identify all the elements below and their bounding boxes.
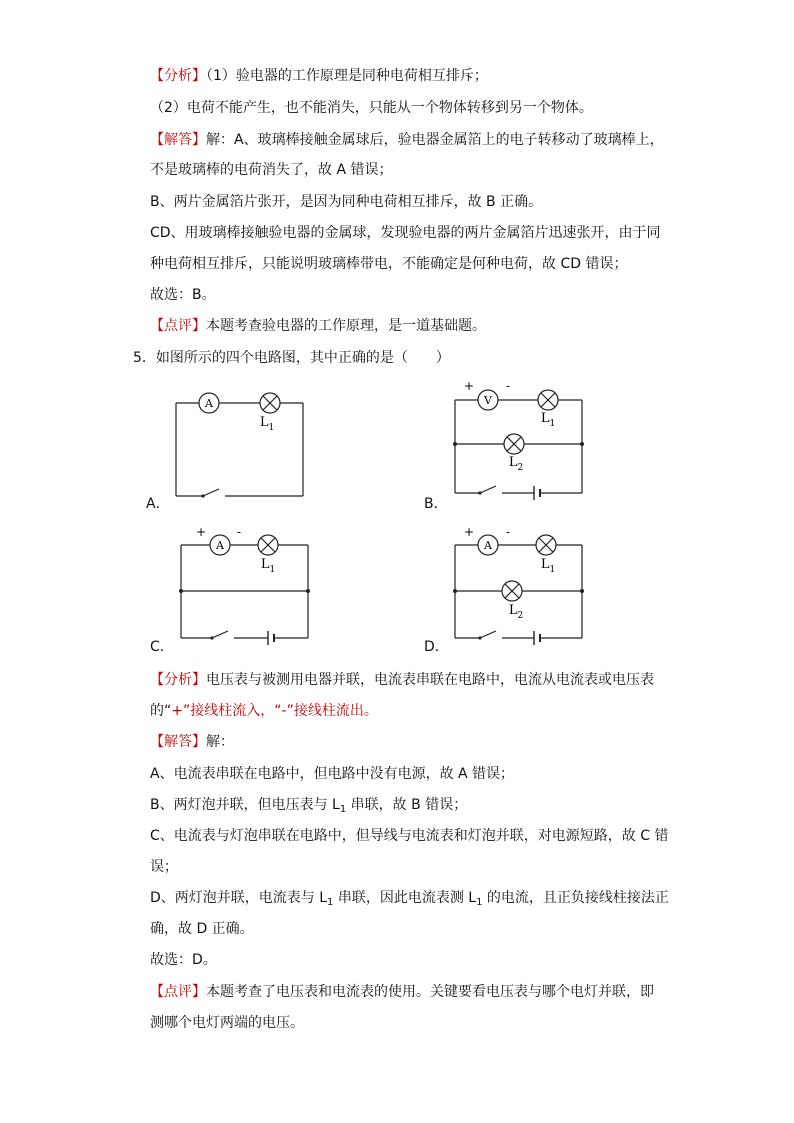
q5-answer-d-line-1: D、两灯泡并联，电流表与 $L_1$ 串联，因此电流表测 $L_1$ 的电流，且正负接线柱接法正	[150, 890, 669, 908]
analysis-fragment: ”接线柱流入，“	[183, 703, 282, 719]
analysis-text: （1）验电器的工作原理是同种电荷相互排斥；	[206, 68, 488, 84]
comment-tag: 【点评】	[150, 318, 206, 334]
q5-answer-head	[150, 732, 234, 752]
option-d-label: D．	[424, 639, 449, 655]
lamp-label: $L_1$	[259, 415, 275, 433]
prev-answer-line-4: CD、用玻璃棒接触验电器的金属球，发现验电器的两片金属箔片迅速张开，由于同	[150, 225, 661, 241]
plus-sign: +	[463, 379, 475, 393]
voltmeter-letter: V	[484, 394, 492, 407]
prev-answer-line-2: 不是玻璃棒的电荷消失了，故 A 错误；	[150, 162, 393, 178]
option-c-label: C．	[150, 639, 174, 655]
lamp-label-1: $L_1$	[260, 557, 276, 575]
minus-terminal: -	[281, 703, 287, 719]
answer-text: 解：A、玻璃棒接触金属球后，验电器金属箔上的电子转移动了玻璃棒上，	[206, 132, 664, 148]
circuit-diagram-d	[454, 526, 586, 644]
comment-text: 本题考查了电压表和电流表的使用。关键要看电压表与哪个电灯并联，即	[206, 984, 654, 1000]
plus-sign: +	[195, 525, 207, 539]
q5-answer-a: A、电流表串联在电路中，但电路中没有电源，故 A 错误；	[150, 766, 515, 782]
minus-sign: -	[505, 525, 511, 539]
prev-comment	[150, 316, 486, 336]
circuit-diagram-a	[175, 392, 305, 498]
prev-choice: 故选：B。	[150, 287, 216, 303]
analysis-tag: 【分析】	[150, 672, 206, 688]
lamp-label-1: $L_1$	[540, 411, 556, 429]
q5-answer-b: B、两灯泡并联，但电压表与 $L_1$ 串联，故 B 错误；	[150, 797, 468, 815]
ammeter-letter: A	[205, 397, 213, 410]
answer-tag: 【解答】	[150, 132, 206, 148]
minus-sign: -	[505, 379, 511, 393]
q5-choice: 故选：D。	[150, 952, 217, 968]
prev-answer-line-5: 种电荷相互排斥，只能说明玻璃棒带电，不能确定是何种电荷，故 CD 错误；	[150, 256, 628, 272]
question-5-stem	[133, 348, 450, 368]
q5-answer-c-line-2: 误；	[150, 859, 178, 875]
analysis-tag: 【分析】	[150, 68, 206, 84]
q5-answer-d-line-2: 确，故 D 正确。	[150, 921, 254, 937]
analysis-fragment: ”接线柱流出。	[286, 703, 378, 719]
answer-text: 解：	[206, 734, 234, 750]
prev-analysis-line-2: （2）电荷不能产生，也不能消失，只能从一个物体转移到另一个物体。	[150, 100, 593, 116]
answer-tag: 【解答】	[150, 734, 206, 750]
option-a-label: A．	[146, 496, 170, 512]
analysis-text: 电压表与被测用电器并联，电流表串联在电路中，电流从电流表或电压表	[206, 672, 654, 688]
prev-answer-line-3: B、两片金属箔片张开，是因为同种电荷相互排斥，故 B 正确。	[150, 194, 543, 210]
analysis-fragment: 的“	[150, 703, 172, 719]
q5-answer-c-line-1: C、电流表与灯泡串联在电路中，但导线与电流表和灯泡并联，对电源短路，故 C 错	[150, 828, 669, 844]
q5-analysis-line-2	[150, 701, 378, 721]
comment-text: 本题考查验电器的工作原理，是一道基础题。	[206, 318, 486, 334]
q5-comment-line-1	[150, 982, 654, 1002]
circuit-diagram-b	[454, 380, 586, 498]
plus-terminal: +	[171, 703, 183, 719]
lamp-label-2: $L_2$	[508, 455, 524, 473]
circuit-diagram-c	[180, 526, 312, 644]
lamp-label-2: $L_2$	[508, 603, 524, 621]
minus-sign: -	[236, 525, 242, 539]
question-number: 5．	[133, 350, 156, 366]
prev-analysis-line-1	[150, 66, 488, 86]
option-b-label: B．	[424, 496, 448, 512]
question-text: 如图所示的四个电路图，其中正确的是（ ）	[155, 350, 450, 366]
prev-answer-line-1	[150, 130, 664, 150]
ammeter-letter: A	[216, 539, 224, 552]
lamp-label-1: $L_1$	[540, 557, 556, 575]
comment-tag: 【点评】	[150, 984, 206, 1000]
plus-sign: +	[463, 525, 475, 539]
ammeter-letter: A	[484, 539, 492, 552]
q5-comment-line-2: 测哪个电灯两端的电压。	[150, 1015, 304, 1031]
q5-analysis-line-1	[150, 670, 654, 690]
